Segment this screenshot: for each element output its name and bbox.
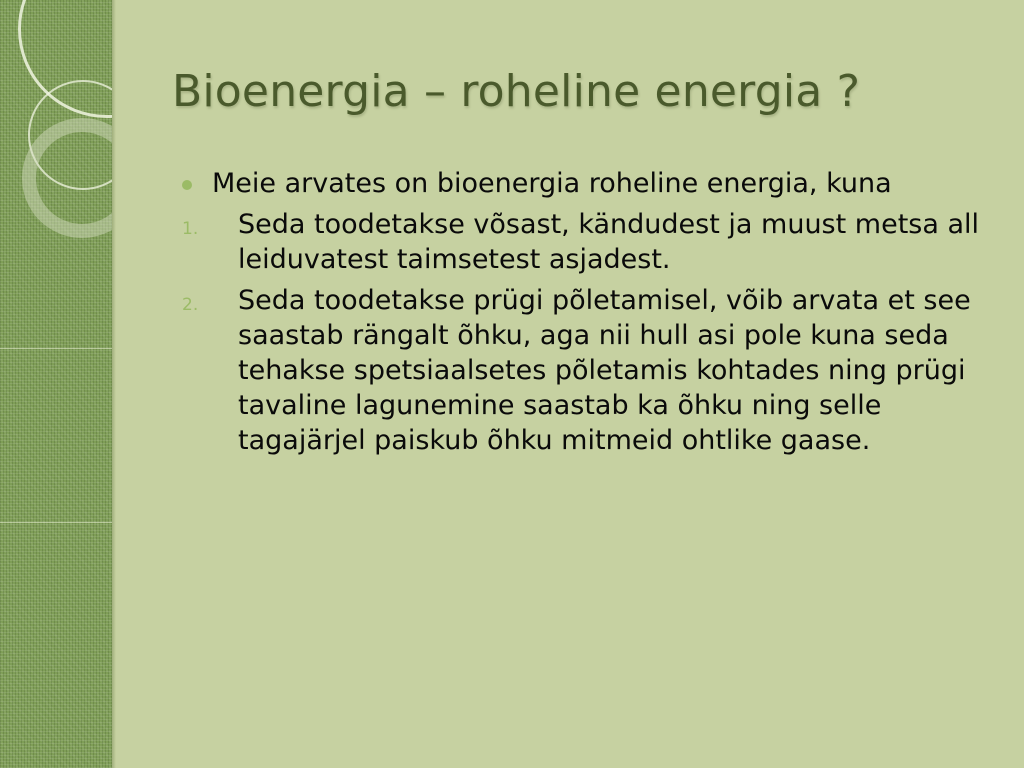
decorative-band-line bbox=[0, 522, 112, 523]
decorative-band-edge bbox=[112, 0, 116, 768]
bullet-dot-icon bbox=[182, 180, 192, 190]
numbered-item-2 bbox=[182, 283, 992, 458]
bullet-item bbox=[182, 166, 992, 201]
decorative-band-line bbox=[0, 348, 112, 349]
slide-content bbox=[182, 166, 992, 464]
decorative-left-band bbox=[0, 0, 112, 768]
numbered-marker: 1. bbox=[182, 219, 199, 239]
numbered-list bbox=[182, 207, 992, 458]
numbered-item-text: Seda toodetakse prügi põletamisel, võib arvata et see saastab rängalt õhku, aga nii hull asi pole kuna seda tehakse spetsiaalsetes põletamis kohtades ning prügi tavaline lagunemine saastab ka õhku ning selle tagajärjel paiskub õhku mitmeid ohtlike gaase. bbox=[238, 285, 971, 456]
slide-title: Bioenergia – roheline energia ? bbox=[172, 66, 861, 117]
bullet-text: Meie arvates on bioenergia roheline energia, kuna bbox=[212, 168, 892, 199]
numbered-item-text: Seda toodetakse võsast, kändudest ja muust metsa all leiduvatest taimsetest asjadest. bbox=[238, 209, 980, 275]
numbered-marker: 2. bbox=[182, 295, 199, 315]
numbered-item-1 bbox=[182, 207, 992, 277]
